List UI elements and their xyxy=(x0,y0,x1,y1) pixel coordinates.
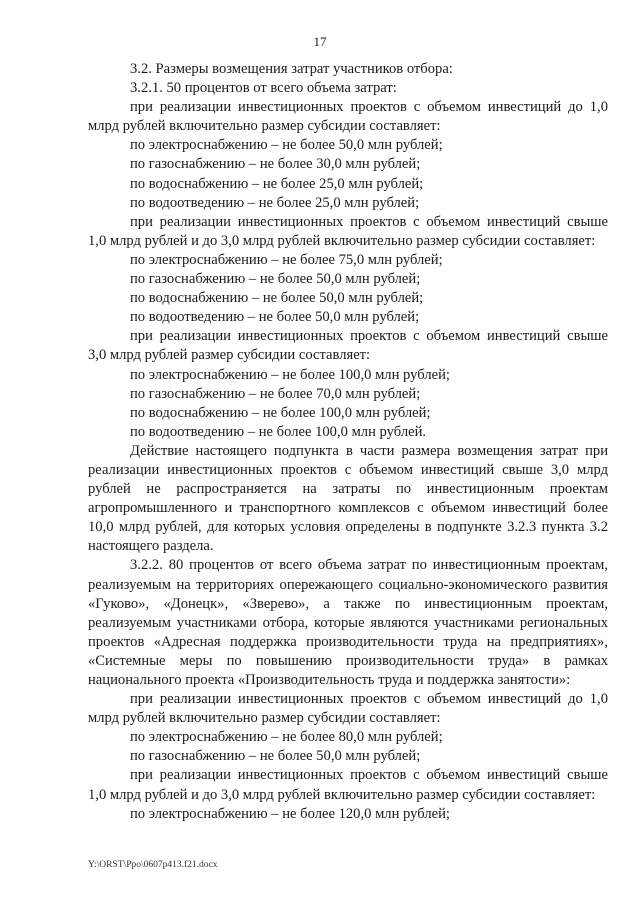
subsection-paragraph: 3.2.2. 80 процентов от всего объема затрат по инвестиционным проектам, реализуемым на территориях опережающего социально-экономического развития «Гуково», «Донецк», «Зверево», а также по инвестиционным проектам, реализуемым участниками отбора, которые являются участниками региональных проектов «Адресная поддержка производительности труда на предприятиях», «Системные меры по повышению производительности труда» в рамках национального проекта «Производительность труда и поддержка занятости»: xyxy=(88,557,608,688)
list-item: по водоотведению – не более 50,0 млн рублей; xyxy=(130,309,420,326)
list-item: по газоснабжению – не более 70,0 млн рублей; xyxy=(130,385,421,402)
paragraph: при реализации инвестиционных проектов с объемом инвестиций свыше 3,0 млрд рублей размер субсидии составляет: xyxy=(88,328,608,364)
paragraph: при реализации инвестиционных проектов с объемом инвестиций свыше 1,0 млрд рублей и до 3,0 млрд рублей включительно размер субсидии составляет: xyxy=(88,213,608,249)
list-item: по электроснабжению – не более 80,0 млн рублей; xyxy=(130,729,443,746)
paragraph: при реализации инвестиционных проектов с объемом инвестиций до 1,0 млрд рублей включительно размер субсидии составляет: xyxy=(88,99,608,135)
list-item: по электроснабжению – не более 100,0 млн рублей; xyxy=(130,366,450,383)
list-item: по газоснабжению – не более 50,0 млн рублей; xyxy=(130,748,421,765)
list-item: по электроснабжению – не более 75,0 млн рублей; xyxy=(130,251,443,268)
section-heading: 3.2. Размеры возмещения затрат участников отбора: xyxy=(130,61,453,77)
list-item: по газоснабжению – не более 30,0 млн рублей; xyxy=(130,156,421,173)
paragraph: Действие настоящего подпункта в части размера возмещения затрат при реализации инвестиционных проектов с объемом инвестиций свыше 3,0 млрд рублей не распространяется на затраты по инвестиционным проектам агропромышленного и транспортного комплексов с объемом инвестиций более 10,0 млрд рублей, для которых условия определены в подпункте 3.2.3 пункта 3.2 настоящего раздела. xyxy=(88,442,608,555)
subsection-heading: 3.2.1. 50 процентов от всего объема затрат: xyxy=(130,80,397,97)
list-item: по водоснабжению – не более 100,0 млн рублей; xyxy=(130,404,431,421)
paragraph: при реализации инвестиционных проектов с объемом инвестиций свыше 1,0 млрд рублей и до 3,0 млрд рублей включительно размер субсидии составляет: xyxy=(88,767,608,803)
list-item: по водоснабжению – не более 50,0 млн рублей; xyxy=(130,290,424,307)
paragraph: при реализации инвестиционных проектов с объемом инвестиций до 1,0 млрд рублей включительно размер субсидии составляет: xyxy=(88,691,608,727)
list-item: по электроснабжению – не более 50,0 млн рублей; xyxy=(130,137,443,154)
list-item: по водоснабжению – не более 25,0 млн рублей; xyxy=(130,175,424,192)
list-item: по электроснабжению – не более 120,0 млн рублей; xyxy=(130,805,450,822)
list-item: по водоотведению – не более 100,0 млн рублей. xyxy=(130,423,427,440)
file-path-footer: Y:\ORST\Ppo\0607p413.f21.docx xyxy=(88,860,218,870)
page-number: 17 xyxy=(313,34,327,49)
list-item: по газоснабжению – не более 50,0 млн рублей; xyxy=(130,271,421,288)
document-body xyxy=(88,60,608,824)
list-item: по водоотведению – не более 25,0 млн рублей; xyxy=(130,194,420,211)
